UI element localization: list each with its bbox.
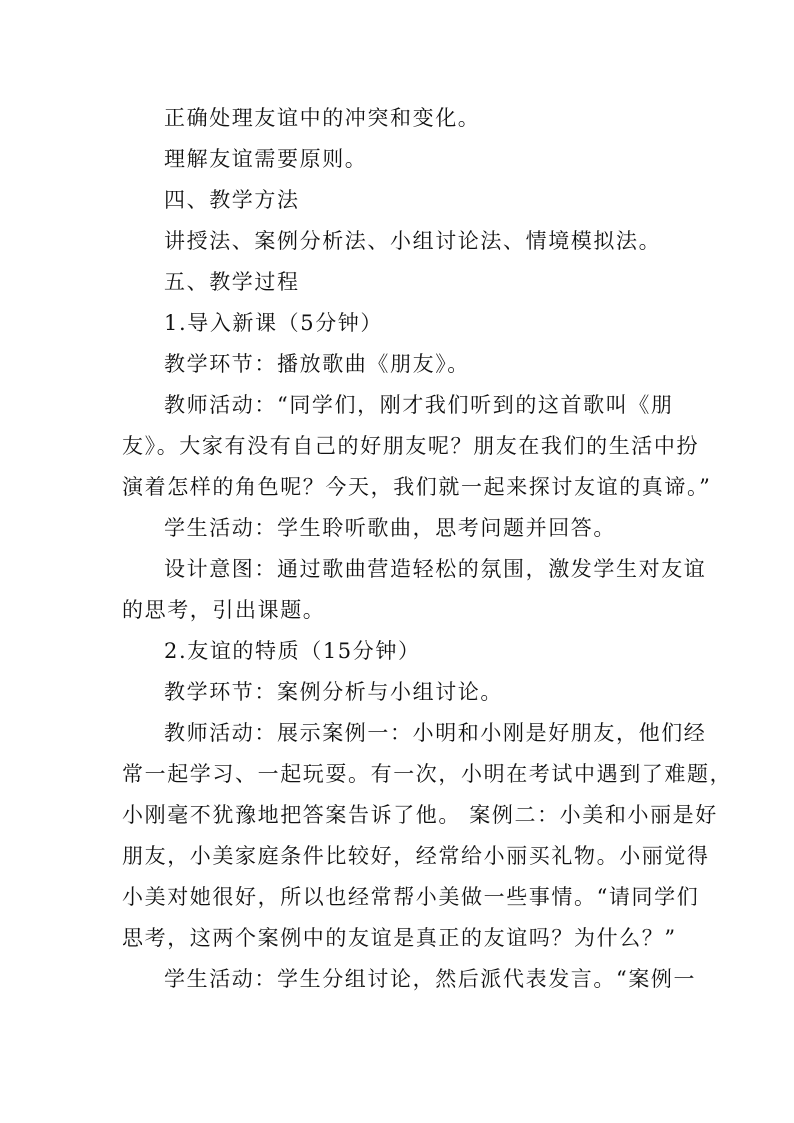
text-line: 学生活动：学生聆听歌曲，思考问题并回答。 <box>164 516 616 540</box>
text-line: 朋友，小美家庭条件比较好，经常给小丽买礼物。小丽觉得 <box>122 844 710 868</box>
subsection-heading: 2.友谊的特质（15分钟） <box>164 639 421 663</box>
text-line: 的思考，引出课题。 <box>122 598 326 622</box>
section-heading: 五、教学过程 <box>164 270 300 294</box>
text-line: 正确处理友谊中的冲突和变化。 <box>164 106 481 130</box>
subsection-heading: 1.导入新课（5分钟） <box>164 311 383 335</box>
text-line: 教学环节：案例分析与小组讨论。 <box>164 680 503 704</box>
text-line: 教师活动：“同学们，刚才我们听到的这首歌叫《朋 <box>164 393 674 417</box>
text-line: 小美对她很好，所以也经常帮小美做一些事情。“请同学们 <box>122 885 700 909</box>
text-line: 设计意图：通过歌曲营造轻松的氛围，激发学生对友谊 <box>164 557 707 581</box>
text-line: 小刚毫不犹豫地把答案告诉了他。 案例二：小美和小丽是好 <box>122 803 718 827</box>
section-heading: 四、教学方法 <box>164 188 300 212</box>
text-line: 教学环节：播放歌曲《朋友》。 <box>164 352 470 376</box>
text-line: 理解友谊需要原则。 <box>164 147 368 171</box>
text-line: 思考，这两个案例中的友谊是真正的友谊吗？为什么？” <box>122 926 677 950</box>
text-line: 学生活动：学生分组讨论，然后派代表发言。“案例一 <box>164 967 697 991</box>
text-line: 演着怎样的角色呢？今天，我们就一起来探讨友谊的真谛。” <box>122 475 712 499</box>
document-body <box>122 98 733 1000</box>
text-line: 常一起学习、一起玩耍。有一次，小明在考试中遇到了难题， <box>122 762 733 786</box>
text-line: 讲授法、案例分析法、小组讨论法、情境模拟法。 <box>164 229 662 253</box>
text-line: 友》。大家有没有自己的好朋友呢？朋友在我们的生活中扮 <box>122 434 700 458</box>
text-line: 教师活动：展示案例一：小明和小刚是好朋友，他们经 <box>164 721 707 745</box>
